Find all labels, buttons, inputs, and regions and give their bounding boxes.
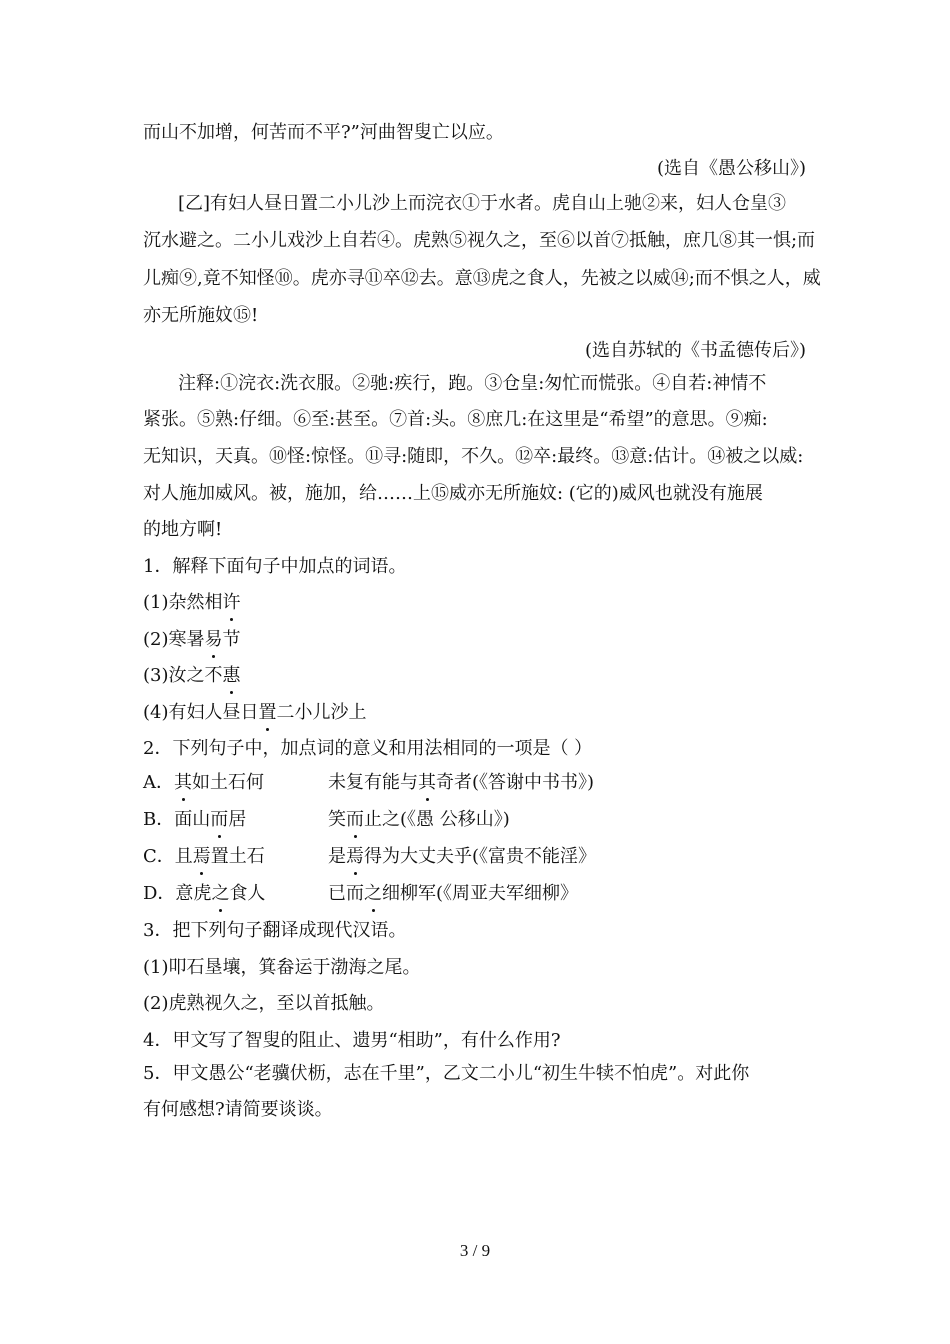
question-2-option-c: C．且焉置土石 是焉得为大丈夫乎(《富贵不能淫》 [143,846,597,867]
passage-b-line: 亦无所施妏⑮! [143,305,259,326]
notes-line: 紧张。⑤熟:仔细。⑥至:甚至。⑦首:头。⑧庶几:在这里是“希望”的意思。⑨痴: [143,409,768,430]
source-b: (选自苏轼的《书孟德传后》) [584,340,806,361]
notes-line: 的地方啊! [143,519,223,540]
question-1-item: (2)寒暑易节 [143,629,241,650]
question-5-line: 有何感想?请简要谈谈。 [143,1099,333,1120]
question-3-item: (1)叩石垦壤，箕畚运于渤海之尾。 [143,957,421,978]
passage-a-end: 而山不加增，何苦而不平?”河曲智叟亡以应。 [143,122,504,143]
question-1-item: (1)杂然相许 [143,592,241,613]
question-3-item: (2)虎熟视久之，至以首抵触。 [143,993,385,1014]
question-2-option-b: B．面山而居 笑而止之(《愚 公移山》) [143,809,510,830]
question-4: 4．甲文写了智叟的阻止、遗男“相助”，有什么作用? [143,1030,561,1051]
question-1-title: 1．解释下面句子中加点的词语。 [143,556,407,577]
page-number: 3 / 9 [459,1241,491,1260]
question-1-item: (3)汝之不惠 [143,665,241,686]
notes-line: 注释:①浣衣:洗衣服。②驰:疾行，跑。③仓皇:匆忙而慌张。④自若:神情不 [178,373,767,394]
passage-b-line: 儿痴⑨,竟不知怪⑩。虎亦寻⑪卒⑫去。意⑬虎之食人，先被之以威⑭;而不惧之人，威 [143,268,821,289]
notes-line: 对人施加威风。被，施加，给……上⑮威亦无所施妏: (它的)威风也就没有施展 [143,483,763,504]
notes-line: 无知识，天真。⑩怪:惊怪。⑪寻:随即，不久。⑫卒:最终。⑬意:估计。⑭被之以威: [143,446,804,467]
question-2-option-d: D．意虎之食人 已而之细柳军(《周亚夫军细柳》 [143,883,579,904]
question-5-line: 5．甲文愚公“老骥伏枥，志在千里”，乙文二小儿“初生牛犊不怕虎”。对此你 [143,1063,750,1084]
source-a: (选自《愚公移山》) [656,158,806,179]
question-2-option-a: A．其如土石何 未复有能与其奇者(《答谢中书书》) [143,772,595,793]
question-3-title: 3．把下列句子翻译成现代汉语。 [143,920,407,941]
question-2-title: 2．下列句子中，加点词的意义和用法相同的一项是（ ） [143,738,593,759]
question-1-item: (4)有妇人昼日置二小儿沙上 [143,702,367,723]
passage-b-line: 沉水避之。二小儿戏沙上自若④。虎熟⑤视久之，至⑥以首⑦抵触，庶几⑧其一惧;而 [143,230,816,251]
passage-b-line: [乙]有妇人昼日置二小儿沙上而浣衣①于水者。虎自山上驰②来，妇人仓皇③ [178,193,787,214]
